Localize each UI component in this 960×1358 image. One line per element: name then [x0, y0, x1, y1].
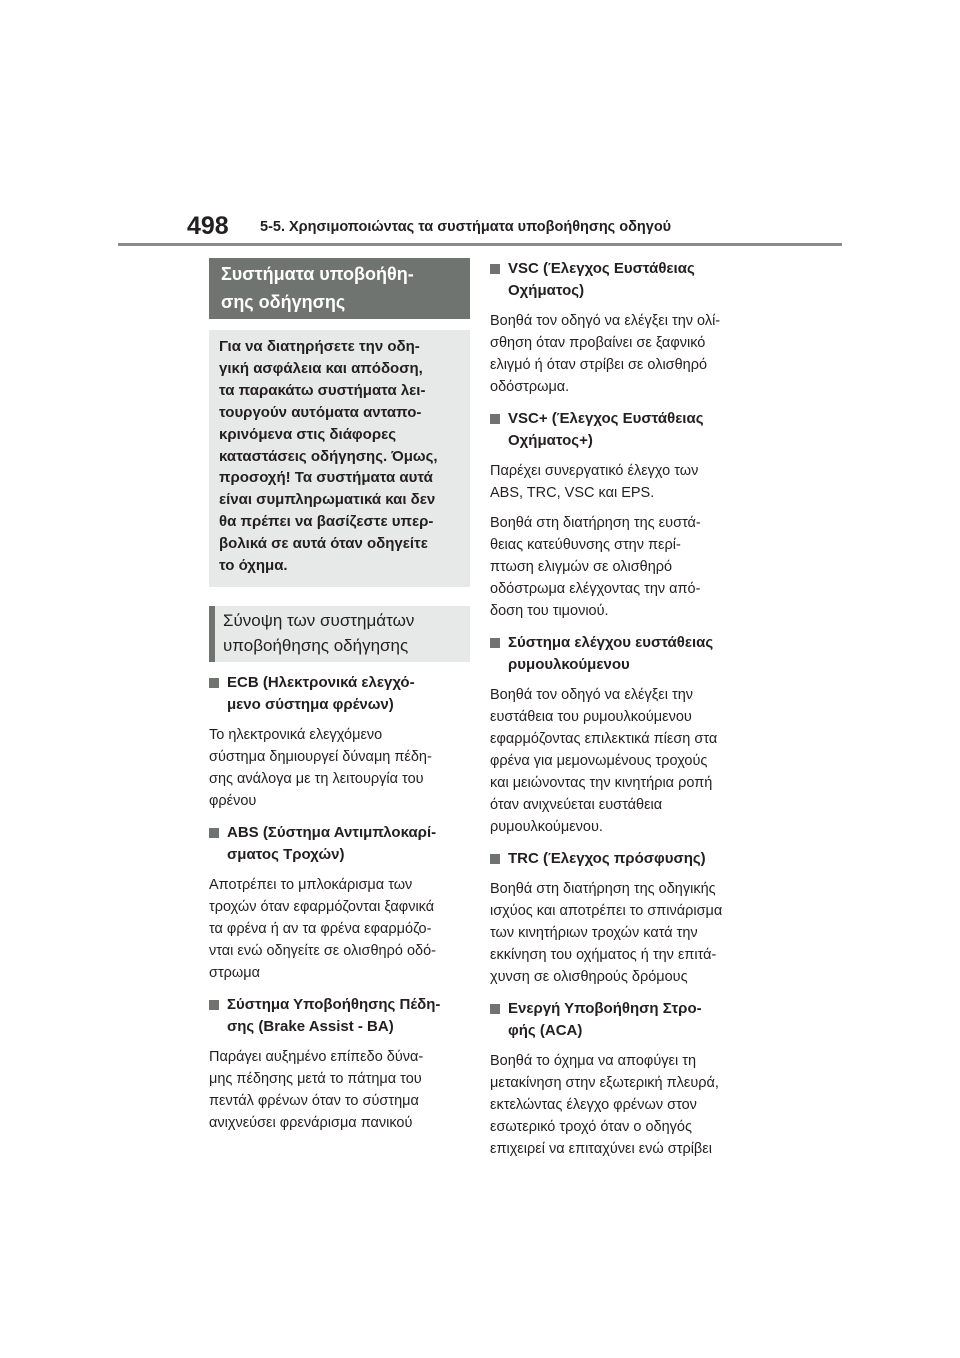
feature-vsc: [490, 258, 752, 398]
intro-box: Για να διατηρήσετε την οδη- γική ασφάλεια και απόδοση, τα παρακάτω συστήματα λει- τουργούν αυτόματα ανταπο- κρινόμενα στις διάφορες καταστάσεις οδήγησης. Όμως, προσοχή! Τα συστήματα αυτά είναι συμπληρωματικά και δεν θα πρέπει να βασίζεστε υπερ- βολικά σε αυτά όταν οδηγείτε το όχημα.: [209, 330, 470, 587]
header-divider: [118, 243, 842, 246]
feature-aca: [490, 998, 752, 1160]
feature-trailer-stability: [490, 632, 752, 838]
feature-trc: [490, 848, 752, 988]
feature-body: Βοηθά τον οδηγό να ελέγξει την ολί- σθηση όταν προβαίνει σε ξαφνικό ελιγμό ή όταν στρίβει σε ολισθηρό οδόστρωμα.: [490, 313, 721, 395]
feature-heading-text: ECB (Ηλεκτρονικά ελεγχό- μενο σύστημα φρένων): [227, 673, 415, 713]
feature-body: Βοηθά στη διατήρηση της οδηγικής ισχύος και αποτρέπει το σπινάρισμα των κινητήριων τροχών κατά την εκκίνηση του οχήματος ή την επιτά- χυνση σε ολισθηρούς δρόμους: [490, 881, 723, 985]
square-bullet-icon: [209, 828, 219, 838]
feature-heading-text: Σύστημα ελέγχου ευστάθειας ρυμουλκούμενου: [508, 634, 714, 673]
feature-heading-text: TRC (Έλεγχος πρόσφυσης): [508, 850, 706, 867]
feature-heading: [490, 408, 752, 452]
subsection-heading: Σύνοψη των συστημάτων υποβοήθησης οδήγησης: [209, 606, 470, 662]
left-column: [209, 258, 470, 1134]
feature-brake-assist: [209, 994, 470, 1134]
square-bullet-icon: [490, 1004, 500, 1014]
feature-heading-text: ABS (Σύστημα Αντιμπλοκαρί- σματος Τροχών): [227, 823, 437, 863]
feature-heading: [490, 848, 752, 870]
feature-abs: [209, 822, 470, 984]
feature-body: Το ηλεκτρονικά ελεγχόμενο σύστημα δημιουργεί δύναμη πέδη- σης ανάλογα με τη λειτουργία του φρένου: [209, 726, 432, 809]
chapter-title: 5-5. Χρησιμοποιώντας τα συστήματα υποβοήθησης οδηγού: [260, 219, 672, 235]
square-bullet-icon: [490, 638, 500, 648]
page-number: 498: [187, 212, 229, 240]
right-column: [490, 258, 752, 1160]
feature-heading: [490, 632, 752, 676]
feature-body: Βοηθά το όχημα να αποφύγει τη μετακίνηση στην εξωτερική πλευρά, εκτελώντας έλεγχο φρένων στον εσωτερικό τροχό όταν ο οδηγός επιχειρεί να επιταχύνει ενώ στρίβει: [490, 1053, 719, 1157]
square-bullet-icon: [209, 678, 219, 688]
square-bullet-icon: [490, 264, 500, 274]
feature-body: Παρέχει συνεργατικό έλεγχο των ABS, TRC, VSC και EPS.: [490, 463, 699, 501]
feature-heading: [209, 672, 470, 716]
feature-heading: [209, 994, 470, 1038]
feature-heading-text: Σύστημα Υποβοήθησης Πέδη- σης (Brake Assist - BA): [227, 995, 441, 1035]
square-bullet-icon: [490, 414, 500, 424]
feature-body: Παράγει αυξημένο επίπεδο δύνα- μης πέδησης μετά το πάτημα του πεντάλ φρένων όταν το σύστημα ανιχνεύσει φρενάρισμα πανικού: [209, 1048, 424, 1131]
feature-heading: [490, 258, 752, 302]
feature-body-extra: Βοηθά στη διατήρηση της ευστά- θειας κατεύθυνσης στην περί- πτωση ελιγμών σε ολισθηρό οδόστρωμα ελέγχοντας την από- δοση του τιμονιού.: [490, 515, 701, 619]
feature-vsc-plus: [490, 408, 752, 622]
feature-heading-text: VSC (Έλεγχος Ευστάθειας Οχήματος): [508, 260, 695, 299]
feature-heading-text: VSC+ (Έλεγχος Ευστάθειας Οχήματος+): [508, 410, 704, 449]
feature-heading: [209, 822, 470, 866]
square-bullet-icon: [209, 1000, 219, 1010]
feature-heading-text: Ενεργή Υποβοήθηση Στρο- φής (ACA): [508, 1000, 702, 1039]
feature-body: Βοηθά τον οδηγό να ελέγξει την ευστάθεια του ρυμουλκούμενου εφαρμόζοντας επιλεκτικά πίεση στα φρένα για μεμονωμένους τροχούς και μειώνοντας την κινητήρια ροπή όταν ανιχνεύεται ευστάθεια ρυμουλκούμενου.: [490, 687, 718, 835]
square-bullet-icon: [490, 854, 500, 864]
section-banner: Συστήματα υποβοήθη- σης οδήγησης: [209, 258, 470, 319]
feature-heading: [490, 998, 752, 1042]
feature-body: Αποτρέπει το μπλοκάρισμα των τροχών όταν εφαρμόζονται ξαφνικά τα φρένα ή αν τα φρένα εφαρμόζο- νται ενώ οδηγείτε σε ολισθηρό οδό- στρωμα: [209, 876, 436, 981]
feature-ecb: [209, 672, 470, 812]
